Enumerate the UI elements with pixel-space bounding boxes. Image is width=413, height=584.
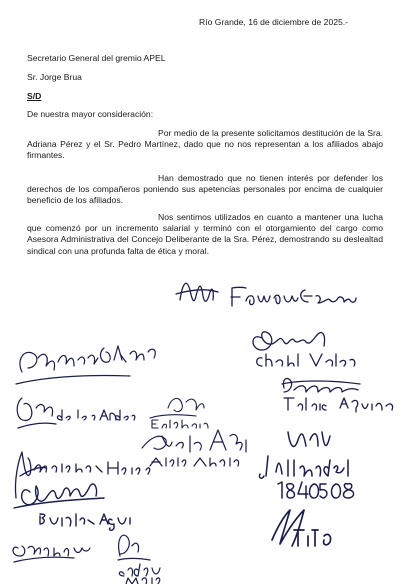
signature-aquino bbox=[282, 378, 393, 412]
signature-quintana bbox=[14, 484, 130, 530]
signature-delosandes bbox=[17, 398, 135, 428]
recipient-title: Secretario General del gremio APEL bbox=[27, 53, 166, 63]
signature-godoy bbox=[118, 535, 160, 584]
signature-gallardo bbox=[16, 346, 155, 384]
signature-alicia bbox=[142, 430, 246, 466]
paragraph-1: Por medio de la presente solicitamos destitución de la Sra. Adriana Pérez y el Sr. Pedro Martínez, dado que no nos representan a los afiliados abajo firmantes. bbox=[27, 128, 383, 161]
signature-estebanina bbox=[150, 398, 208, 428]
paragraph-2: Han demostrado que no tienen interés por defender los derechos de los compañeros poniendo sus apetencias personales por encima de cualquier beneficio de los afiliados. bbox=[27, 173, 383, 206]
salutation: De nuestra mayor consideración: bbox=[27, 109, 154, 119]
recipient-name: Sr. Jorge Brua bbox=[27, 72, 82, 82]
signature-fernanda bbox=[176, 283, 356, 306]
sd-line: S/D bbox=[27, 91, 42, 101]
paragraph-3: Nos sentimos utilizados en cuanto a mantener una lucha que comenzó por un incremento salarial y terminó con el otorgamiento del cargo como Asesora Administrativa del Concejo Deliberante de la Sra. Pérez, demostrando su deslealtad sindical con una profunda falta de ética y moral. bbox=[27, 212, 383, 256]
signature-chebel bbox=[253, 332, 355, 366]
signature-sueldo bbox=[13, 546, 90, 562]
signature-villarroel bbox=[259, 432, 353, 498]
place-date: Río Grande, 16 de diciembre de 2025.- bbox=[199, 17, 349, 27]
signature-fito bbox=[272, 510, 331, 546]
